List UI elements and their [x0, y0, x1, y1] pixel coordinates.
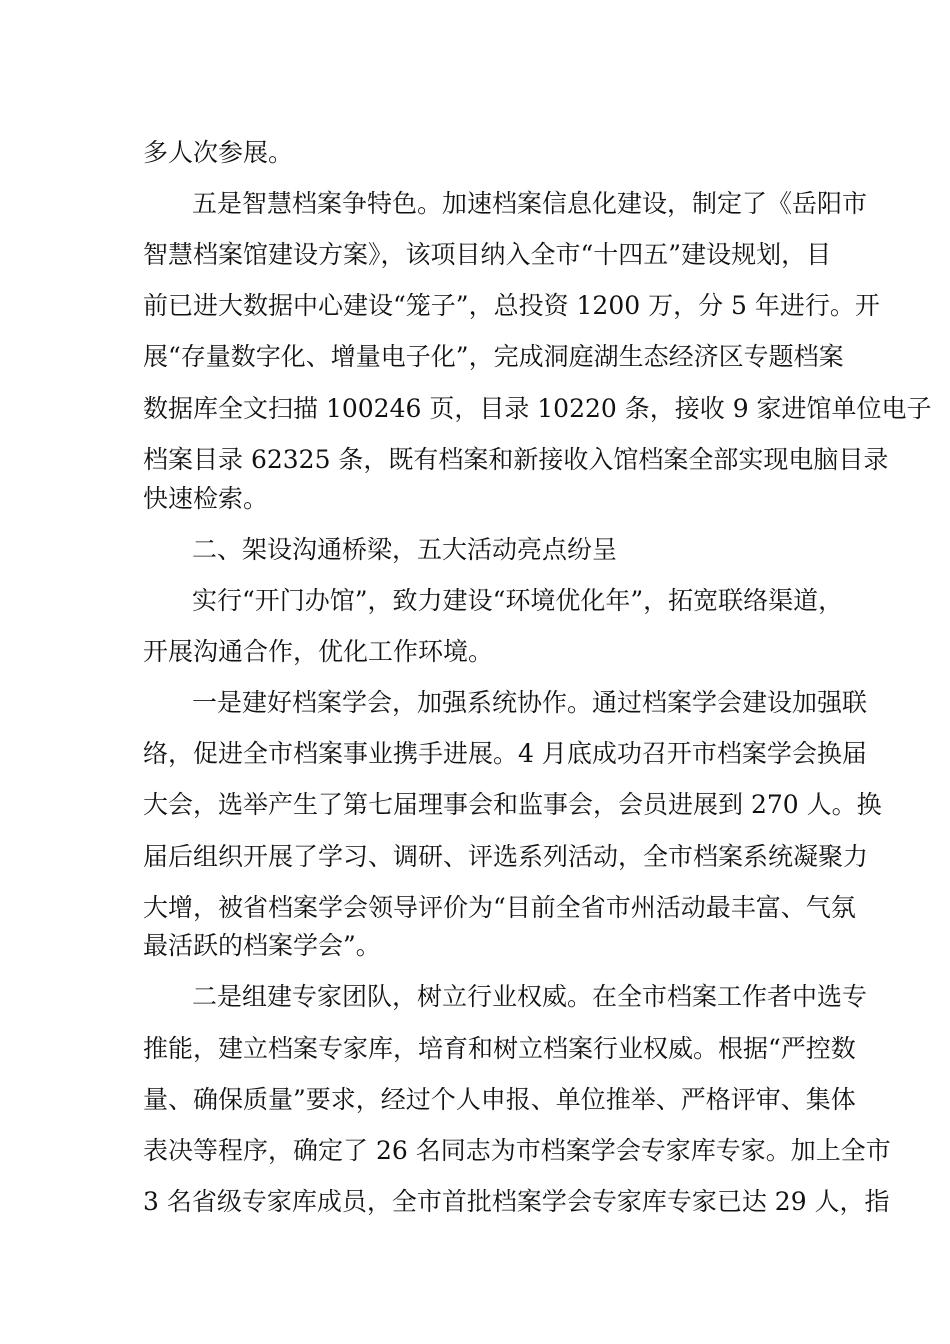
text-line-21: 表决等程序，确定了 26 名同志为市档案学会专家库专家。加上全市 [143, 1136, 891, 1165]
text-line-7: 档案目录 62325 条，既有档案和新接收入馆档案全部实现电脑目录 [143, 445, 889, 474]
section-heading: 二、架设沟通桥梁，五大活动亮点纷呈 [192, 535, 618, 564]
text-line-17: 最活跃的档案学会”。 [143, 931, 381, 960]
text-line-1: 多人次参展。 [143, 138, 294, 167]
text-line-8: 快速检索。 [143, 484, 269, 513]
text-line-11: 开展沟通合作，优化工作环境。 [143, 637, 494, 666]
text-line-19: 推能，建立档案专家库，培育和树立档案行业权威。根据“严控数 [143, 1034, 856, 1063]
text-line-13: 络，促进全市档案事业携手进展。4 月底成功召开市档案学会换届 [143, 739, 867, 768]
text-line-14: 大会，选举产生了第七届理事会和监事会，会员进展到 270 人。换 [143, 790, 882, 819]
text-line-15: 届后组织开展了学习、调研、评选系列活动，全市档案系统凝聚力 [143, 842, 869, 871]
text-line-2: 五是智慧档案争特色。加速档案信息化建设，制定了《岳阳市 [192, 189, 868, 218]
text-line-22: 3 名省级专家库成员，全市首批档案学会专家库专家已达 29 人，指 [143, 1187, 890, 1216]
text-line-5: 展“存量数字化、增量电子化”，完成洞庭湖生态经济区专题档案 [143, 342, 844, 371]
text-line-10: 实行“开门办馆”，致力建设“环境优化年”，拓宽联络渠道， [192, 586, 844, 615]
text-line-3: 智慧档案馆建设方案》，该项目纳入全市“十四五”建设规划，目 [143, 240, 832, 269]
text-line-16: 大增，被省档案学会领导评价为“目前全省市州活动最丰富、气氛 [143, 893, 856, 922]
text-line-4: 前已进大数据中心建设“笼子”，总投资 1200 万，分 5 年进行。开 [143, 291, 880, 320]
text-line-20: 量、确保质量”要求，经过个人申报、单位推举、严格评审、集体 [143, 1085, 856, 1114]
text-line-6: 数据库全文扫描 100246 页，目录 10220 条，接收 9 家进馆单位电子 [143, 394, 932, 423]
text-line-18: 二是组建专家团队，树立行业权威。在全市档案工作者中选专 [192, 982, 868, 1011]
text-line-12: 一是建好档案学会，加强系统协作。通过档案学会建设加强联 [192, 688, 868, 717]
